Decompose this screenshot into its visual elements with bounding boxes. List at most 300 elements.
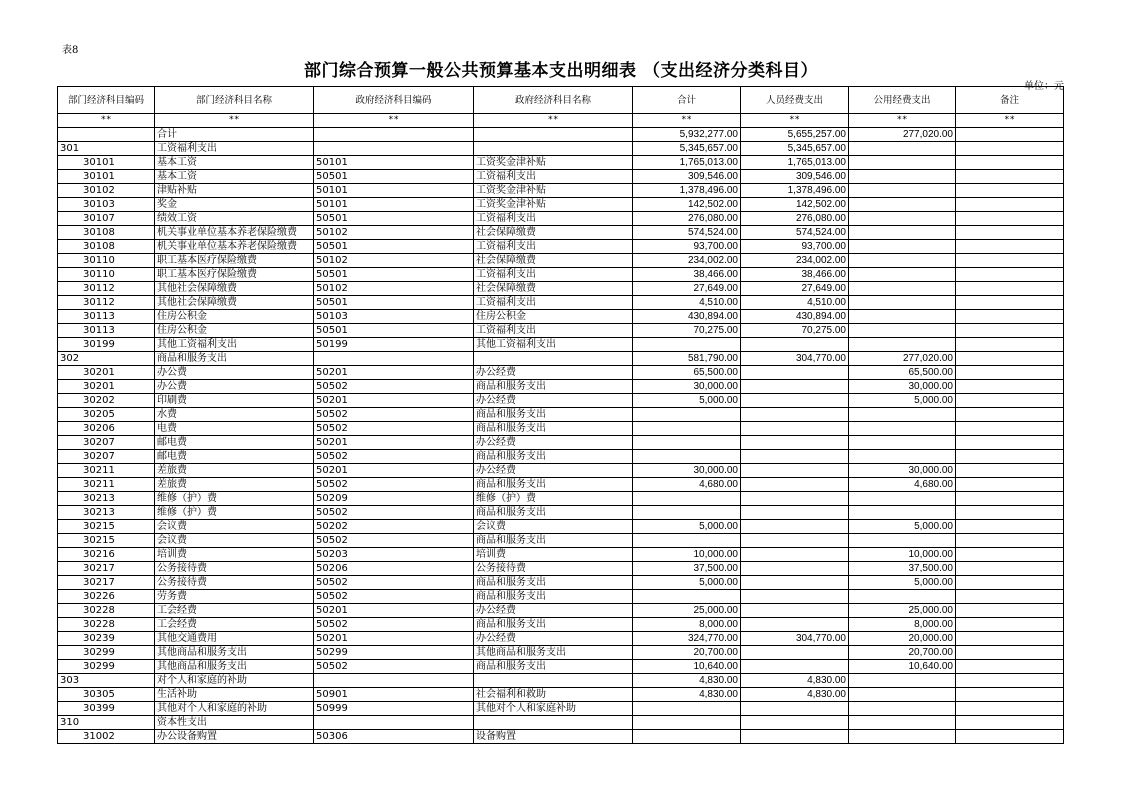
dept-code-cell: 30101 — [58, 170, 155, 184]
table-row — [58, 492, 1064, 506]
dept-name-cell: 办公费 — [155, 366, 314, 380]
remarks-cell — [956, 450, 1064, 464]
total-cell: 142,502.00 — [633, 198, 741, 212]
remarks-cell — [956, 366, 1064, 380]
public-cell — [849, 338, 956, 352]
gov-code-cell: 50203 — [314, 548, 474, 562]
personnel-cell: 304,770.00 — [741, 632, 849, 646]
gov-name-cell: 商品和服务支出 — [474, 534, 633, 548]
remarks-cell — [956, 324, 1064, 338]
gov-code-cell: 50306 — [314, 730, 474, 744]
table-row — [58, 212, 1064, 226]
dept-code-cell: 30216 — [58, 548, 155, 562]
total-cell: 30,000.00 — [633, 464, 741, 478]
gov-code-cell: 50501 — [314, 268, 474, 282]
dept-code-cell: 30110 — [58, 268, 155, 282]
personnel-cell: 93,700.00 — [741, 240, 849, 254]
public-cell: 20,000.00 — [849, 632, 956, 646]
placeholder-cell: ** — [474, 114, 633, 128]
dept-name-cell: 维修（护）费 — [155, 492, 314, 506]
header-dept-code: 部门经济科目编码 — [58, 87, 155, 114]
table-row — [58, 576, 1064, 590]
dept-code-cell: 30213 — [58, 492, 155, 506]
personnel-cell — [741, 534, 849, 548]
table-row — [58, 646, 1064, 660]
remarks-cell — [956, 170, 1064, 184]
dept-name-cell: 商品和服务支出 — [155, 352, 314, 366]
placeholder-cell: ** — [849, 114, 956, 128]
personnel-cell — [741, 730, 849, 744]
remarks-cell — [956, 240, 1064, 254]
dept-code-cell: 30101 — [58, 156, 155, 170]
gov-code-cell: 50101 — [314, 184, 474, 198]
total-cell — [633, 534, 741, 548]
gov-name-cell: 社会福利和救助 — [474, 688, 633, 702]
public-cell — [849, 492, 956, 506]
gov-code-cell: 50201 — [314, 604, 474, 618]
remarks-cell — [956, 282, 1064, 296]
dept-name-cell: 机关事业单位基本养老保险缴费 — [155, 240, 314, 254]
total-cell — [633, 730, 741, 744]
personnel-cell — [741, 618, 849, 632]
remarks-cell — [956, 184, 1064, 198]
gov-code-cell: 50502 — [314, 422, 474, 436]
total-cell: 5,000.00 — [633, 520, 741, 534]
personnel-cell — [741, 506, 849, 520]
dept-code-cell: 30112 — [58, 282, 155, 296]
public-cell — [849, 226, 956, 240]
table-row — [58, 688, 1064, 702]
total-cell: 5,000.00 — [633, 394, 741, 408]
dept-code-cell: 30299 — [58, 660, 155, 674]
dept-name-cell: 差旅费 — [155, 464, 314, 478]
total-cell: 20,700.00 — [633, 646, 741, 660]
dept-name-cell: 劳务费 — [155, 590, 314, 604]
total-cell: 4,830.00 — [633, 688, 741, 702]
gov-code-cell: 50102 — [314, 282, 474, 296]
personnel-cell — [741, 576, 849, 590]
dept-name-cell: 其他工资福利支出 — [155, 338, 314, 352]
total-cell: 38,466.00 — [633, 268, 741, 282]
dept-name-cell: 维修（护）费 — [155, 506, 314, 520]
personnel-cell: 142,502.00 — [741, 198, 849, 212]
remarks-cell — [956, 618, 1064, 632]
personnel-cell — [741, 520, 849, 534]
dept-name-cell: 机关事业单位基本养老保险缴费 — [155, 226, 314, 240]
gov-code-cell: 50501 — [314, 240, 474, 254]
gov-name-cell: 商品和服务支出 — [474, 478, 633, 492]
total-cell: 25,000.00 — [633, 604, 741, 618]
total-cell: 581,790.00 — [633, 352, 741, 366]
gov-code-cell: 50201 — [314, 366, 474, 380]
dept-code-cell: 30112 — [58, 296, 155, 310]
total-cell: 430,894.00 — [633, 310, 741, 324]
public-cell — [849, 688, 956, 702]
table-row — [58, 674, 1064, 688]
dept-code-cell: 30103 — [58, 198, 155, 212]
dept-code-cell: 30207 — [58, 450, 155, 464]
personnel-cell — [741, 716, 849, 730]
public-cell — [849, 296, 956, 310]
total-cell: 324,770.00 — [633, 632, 741, 646]
remarks-cell — [956, 436, 1064, 450]
total-cell — [633, 436, 741, 450]
table-row — [58, 450, 1064, 464]
public-cell — [849, 282, 956, 296]
dept-code-cell: 30201 — [58, 366, 155, 380]
remarks-cell — [956, 380, 1064, 394]
public-cell: 4,680.00 — [849, 478, 956, 492]
gov-name-cell: 办公经费 — [474, 632, 633, 646]
personnel-cell — [741, 646, 849, 660]
dept-code-cell — [58, 128, 155, 142]
personnel-cell: 1,378,496.00 — [741, 184, 849, 198]
gov-code-cell: 50502 — [314, 380, 474, 394]
personnel-cell: 309,546.00 — [741, 170, 849, 184]
gov-name-cell: 其他工资福利支出 — [474, 338, 633, 352]
dept-name-cell: 住房公积金 — [155, 310, 314, 324]
gov-name-cell: 商品和服务支出 — [474, 450, 633, 464]
public-cell: 30,000.00 — [849, 380, 956, 394]
dept-code-cell: 30217 — [58, 562, 155, 576]
placeholder-cell: ** — [155, 114, 314, 128]
dept-name-cell: 电费 — [155, 422, 314, 436]
dept-code-cell: 30110 — [58, 254, 155, 268]
dept-code-cell: 30215 — [58, 534, 155, 548]
dept-name-cell: 职工基本医疗保险缴费 — [155, 268, 314, 282]
gov-name-cell: 办公经费 — [474, 436, 633, 450]
remarks-cell — [956, 422, 1064, 436]
dept-code-cell: 30199 — [58, 338, 155, 352]
public-cell: 277,020.00 — [849, 352, 956, 366]
total-cell — [633, 408, 741, 422]
table-row — [58, 324, 1064, 338]
personnel-cell: 276,080.00 — [741, 212, 849, 226]
total-cell — [633, 422, 741, 436]
dept-name-cell: 生活补助 — [155, 688, 314, 702]
table-row — [58, 254, 1064, 268]
total-cell: 8,000.00 — [633, 618, 741, 632]
gov-code-cell — [314, 352, 474, 366]
public-cell — [849, 590, 956, 604]
total-cell: 37,500.00 — [633, 562, 741, 576]
gov-code-cell: 50901 — [314, 688, 474, 702]
total-cell: 574,524.00 — [633, 226, 741, 240]
dept-code-cell: 30108 — [58, 240, 155, 254]
table-row — [58, 184, 1064, 198]
gov-name-cell: 工资福利支出 — [474, 170, 633, 184]
dept-code-cell: 30201 — [58, 380, 155, 394]
header-total: 合计 — [633, 87, 741, 114]
public-cell — [849, 184, 956, 198]
public-cell — [849, 254, 956, 268]
total-cell — [633, 702, 741, 716]
table-row — [58, 394, 1064, 408]
remarks-cell — [956, 352, 1064, 366]
gov-name-cell: 办公经费 — [474, 394, 633, 408]
gov-name-cell: 维修（护）费 — [474, 492, 633, 506]
remarks-cell — [956, 198, 1064, 212]
gov-name-cell: 商品和服务支出 — [474, 576, 633, 590]
gov-name-cell: 工资福利支出 — [474, 296, 633, 310]
gov-code-cell: 50502 — [314, 478, 474, 492]
dept-name-cell: 基本工资 — [155, 156, 314, 170]
public-cell — [849, 730, 956, 744]
gov-code-cell: 50103 — [314, 310, 474, 324]
total-cell — [633, 492, 741, 506]
remarks-cell — [956, 632, 1064, 646]
table-row — [58, 352, 1064, 366]
remarks-cell — [956, 296, 1064, 310]
dept-name-cell: 其他交通费用 — [155, 632, 314, 646]
gov-name-cell: 商品和服务支出 — [474, 506, 633, 520]
dept-code-cell: 30207 — [58, 436, 155, 450]
gov-code-cell: 50502 — [314, 450, 474, 464]
header-dept-name: 部门经济科目名称 — [155, 87, 314, 114]
placeholder-row — [58, 114, 1064, 128]
header-public: 公用经费支出 — [849, 87, 956, 114]
personnel-cell: 70,275.00 — [741, 324, 849, 338]
gov-name-cell: 社会保障缴费 — [474, 282, 633, 296]
dept-code-cell: 30226 — [58, 590, 155, 604]
dept-name-cell: 邮电费 — [155, 450, 314, 464]
personnel-cell: 574,524.00 — [741, 226, 849, 240]
public-cell: 5,000.00 — [849, 394, 956, 408]
placeholder-cell: ** — [741, 114, 849, 128]
public-cell — [849, 324, 956, 338]
total-cell: 93,700.00 — [633, 240, 741, 254]
table-row — [58, 198, 1064, 212]
remarks-cell — [956, 268, 1064, 282]
public-cell — [849, 142, 956, 156]
public-cell — [849, 674, 956, 688]
remarks-cell — [956, 142, 1064, 156]
table-row — [58, 366, 1064, 380]
header-gov-code: 政府经济科目编码 — [314, 87, 474, 114]
personnel-cell — [741, 562, 849, 576]
total-cell: 65,500.00 — [633, 366, 741, 380]
public-cell: 30,000.00 — [849, 464, 956, 478]
gov-code-cell: 50502 — [314, 408, 474, 422]
public-cell: 5,000.00 — [849, 520, 956, 534]
gov-code-cell — [314, 142, 474, 156]
gov-code-cell: 50201 — [314, 436, 474, 450]
public-cell — [849, 534, 956, 548]
remarks-cell — [956, 310, 1064, 324]
dept-code-cell: 303 — [58, 674, 155, 688]
table-row — [58, 534, 1064, 548]
dept-name-cell: 对个人和家庭的补助 — [155, 674, 314, 688]
gov-code-cell: 50202 — [314, 520, 474, 534]
placeholder-cell: ** — [633, 114, 741, 128]
gov-name-cell: 社会保障缴费 — [474, 254, 633, 268]
total-cell — [633, 590, 741, 604]
gov-code-cell: 50999 — [314, 702, 474, 716]
total-cell — [633, 450, 741, 464]
gov-code-cell: 50501 — [314, 296, 474, 310]
personnel-cell: 430,894.00 — [741, 310, 849, 324]
remarks-cell — [956, 506, 1064, 520]
gov-name-cell: 商品和服务支出 — [474, 590, 633, 604]
remarks-cell — [956, 604, 1064, 618]
table-row — [58, 716, 1064, 730]
total-cell: 70,275.00 — [633, 324, 741, 338]
gov-name-cell — [474, 128, 633, 142]
gov-name-cell: 商品和服务支出 — [474, 380, 633, 394]
personnel-cell: 4,830.00 — [741, 674, 849, 688]
personnel-cell: 27,649.00 — [741, 282, 849, 296]
public-cell — [849, 408, 956, 422]
public-cell: 8,000.00 — [849, 618, 956, 632]
gov-code-cell: 50502 — [314, 618, 474, 632]
personnel-cell: 4,830.00 — [741, 688, 849, 702]
dept-code-cell: 30299 — [58, 646, 155, 660]
table-row — [58, 506, 1064, 520]
personnel-cell: 4,510.00 — [741, 296, 849, 310]
gov-code-cell: 50501 — [314, 324, 474, 338]
header-row — [58, 87, 1064, 114]
public-cell — [849, 702, 956, 716]
table-row — [58, 128, 1064, 142]
gov-code-cell — [314, 716, 474, 730]
dept-code-cell: 30107 — [58, 212, 155, 226]
remarks-cell — [956, 226, 1064, 240]
total-cell: 4,680.00 — [633, 478, 741, 492]
total-cell — [633, 506, 741, 520]
table-row — [58, 408, 1064, 422]
table-row — [58, 380, 1064, 394]
placeholder-cell: ** — [58, 114, 155, 128]
remarks-cell — [956, 394, 1064, 408]
remarks-cell — [956, 674, 1064, 688]
gov-name-cell: 其他商品和服务支出 — [474, 646, 633, 660]
dept-code-cell: 30239 — [58, 632, 155, 646]
gov-name-cell — [474, 674, 633, 688]
gov-code-cell: 50201 — [314, 394, 474, 408]
dept-name-cell: 奖金 — [155, 198, 314, 212]
remarks-cell — [956, 478, 1064, 492]
gov-code-cell: 50201 — [314, 632, 474, 646]
personnel-cell: 234,002.00 — [741, 254, 849, 268]
remarks-cell — [956, 212, 1064, 226]
gov-code-cell: 50101 — [314, 198, 474, 212]
gov-name-cell: 商品和服务支出 — [474, 660, 633, 674]
dept-name-cell: 其他对个人和家庭的补助 — [155, 702, 314, 716]
gov-name-cell: 商品和服务支出 — [474, 408, 633, 422]
table-row — [58, 310, 1064, 324]
table-row — [58, 422, 1064, 436]
dept-code-cell: 30213 — [58, 506, 155, 520]
public-cell: 37,500.00 — [849, 562, 956, 576]
dept-code-cell: 30206 — [58, 422, 155, 436]
remarks-cell — [956, 702, 1064, 716]
personnel-cell — [741, 702, 849, 716]
personnel-cell — [741, 380, 849, 394]
personnel-cell — [741, 408, 849, 422]
remarks-cell — [956, 576, 1064, 590]
personnel-cell — [741, 464, 849, 478]
gov-name-cell: 培训费 — [474, 548, 633, 562]
public-cell: 10,640.00 — [849, 660, 956, 674]
public-cell — [849, 450, 956, 464]
page-title: 部门综合预算一般公共预算基本支出明细表 （支出经济分类科目） — [304, 61, 818, 81]
dept-code-cell: 30211 — [58, 478, 155, 492]
gov-code-cell: 50502 — [314, 506, 474, 520]
public-cell — [849, 240, 956, 254]
gov-name-cell: 工资福利支出 — [474, 212, 633, 226]
personnel-cell — [741, 604, 849, 618]
gov-name-cell: 工资福利支出 — [474, 268, 633, 282]
remarks-cell — [956, 464, 1064, 478]
public-cell — [849, 506, 956, 520]
gov-code-cell: 50199 — [314, 338, 474, 352]
dept-code-cell: 30215 — [58, 520, 155, 534]
gov-code-cell: 50102 — [314, 254, 474, 268]
total-cell: 276,080.00 — [633, 212, 741, 226]
dept-code-cell: 31002 — [58, 730, 155, 744]
table-row — [58, 730, 1064, 744]
table-row — [58, 702, 1064, 716]
dept-code-cell: 301 — [58, 142, 155, 156]
public-cell: 65,500.00 — [849, 366, 956, 380]
remarks-cell — [956, 730, 1064, 744]
dept-name-cell: 会议费 — [155, 534, 314, 548]
remarks-cell — [956, 408, 1064, 422]
personnel-cell — [741, 492, 849, 506]
dept-name-cell: 会议费 — [155, 520, 314, 534]
dept-name-cell: 印刷费 — [155, 394, 314, 408]
gov-name-cell: 公务接待费 — [474, 562, 633, 576]
dept-code-cell: 30205 — [58, 408, 155, 422]
dept-name-cell: 住房公积金 — [155, 324, 314, 338]
dept-code-cell: 302 — [58, 352, 155, 366]
dept-name-cell: 培训费 — [155, 548, 314, 562]
dept-code-cell: 30202 — [58, 394, 155, 408]
gov-name-cell: 设备购置 — [474, 730, 633, 744]
dept-name-cell: 其他商品和服务支出 — [155, 646, 314, 660]
gov-code-cell: 50502 — [314, 660, 474, 674]
gov-name-cell: 工资奖金津补贴 — [474, 198, 633, 212]
dept-code-cell: 310 — [58, 716, 155, 730]
table-row — [58, 296, 1064, 310]
dept-name-cell: 公务接待费 — [155, 576, 314, 590]
dept-name-cell: 工会经费 — [155, 604, 314, 618]
table-row — [58, 618, 1064, 632]
dept-name-cell: 邮电费 — [155, 436, 314, 450]
gov-name-cell: 会议费 — [474, 520, 633, 534]
dept-name-cell: 水费 — [155, 408, 314, 422]
public-cell: 25,000.00 — [849, 604, 956, 618]
total-cell: 10,640.00 — [633, 660, 741, 674]
total-cell: 234,002.00 — [633, 254, 741, 268]
table-row — [58, 660, 1064, 674]
public-cell — [849, 170, 956, 184]
table-row — [58, 562, 1064, 576]
dept-name-cell: 职工基本医疗保险缴费 — [155, 254, 314, 268]
remarks-cell — [956, 156, 1064, 170]
table-row — [58, 268, 1064, 282]
header-gov-name: 政府经济科目名称 — [474, 87, 633, 114]
gov-name-cell: 工资福利支出 — [474, 324, 633, 338]
placeholder-cell: ** — [314, 114, 474, 128]
public-cell — [849, 436, 956, 450]
total-cell: 309,546.00 — [633, 170, 741, 184]
dept-code-cell: 30211 — [58, 464, 155, 478]
remarks-cell — [956, 646, 1064, 660]
gov-name-cell: 社会保障缴费 — [474, 226, 633, 240]
dept-name-cell: 其他社会保障缴费 — [155, 282, 314, 296]
remarks-cell — [956, 590, 1064, 604]
